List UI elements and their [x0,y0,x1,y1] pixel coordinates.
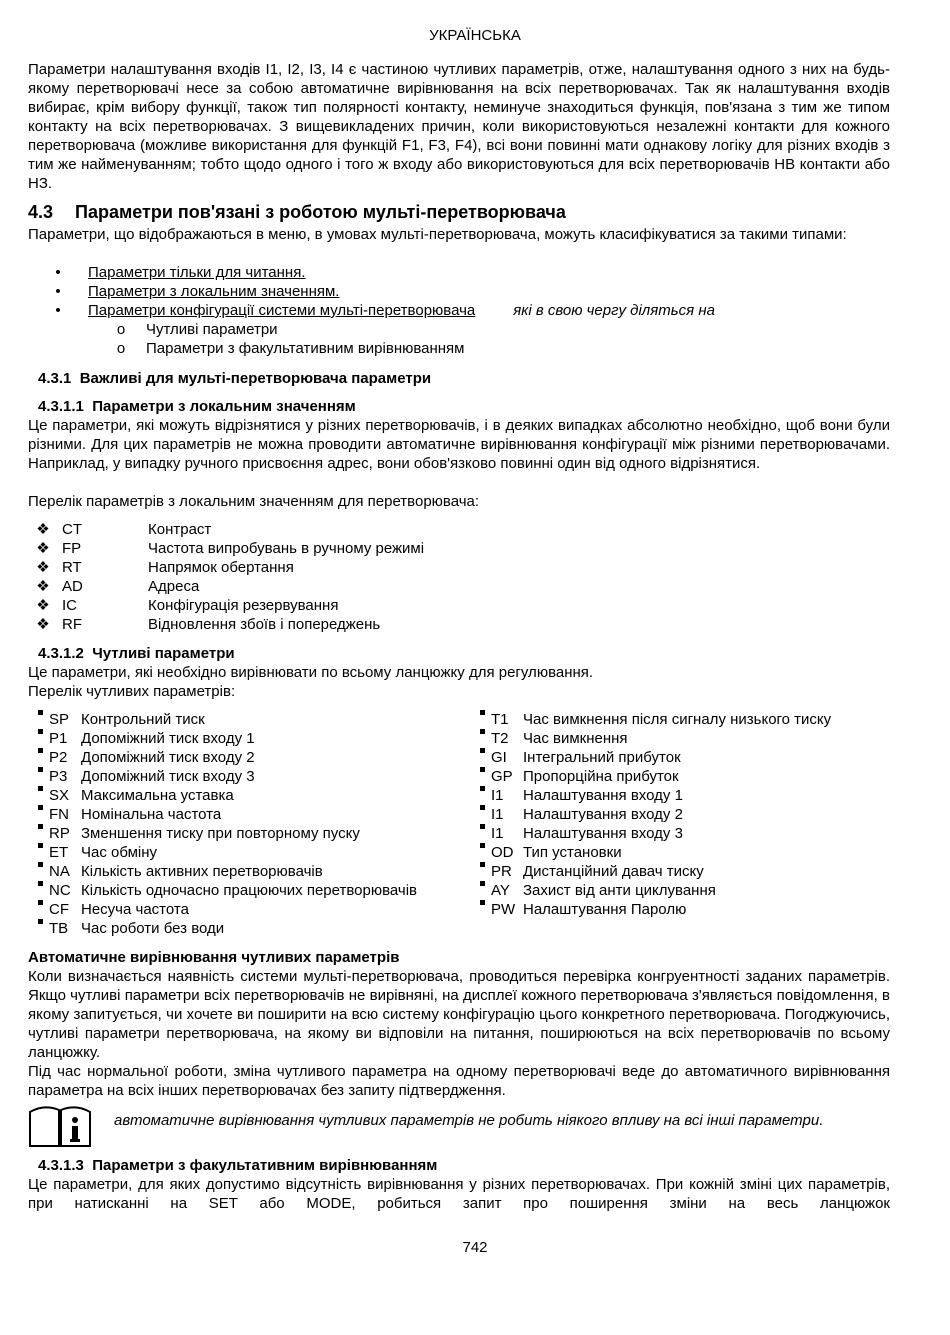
optional-align-text: Це параметри, для яких допустимо відсутність вирівнювання у різних перетворювачах. При кожній зміні цих параметрів, при натисканні на SET або MODE, робиться запит про поширення зміни на весь ланцюжок [28,1176,890,1212]
param-code: I1 [491,787,504,804]
param-item [38,805,417,824]
param-code: GI [491,749,507,766]
param-item [38,919,417,938]
param-code: ET [49,844,69,861]
param-item [480,900,831,919]
square-bullet-icon [480,786,485,791]
param-label: Частота випробувань в ручному режимі [148,540,425,557]
param-item [38,843,417,862]
param-label: Відновлення збоїв і попереджень [148,616,381,633]
param-label: Адреса [148,578,200,595]
square-bullet-icon [480,900,485,905]
param-code: CT [62,521,82,538]
param-label: Час вимкнення після сигналу низького тиску [523,711,832,728]
param-code: IC [62,597,77,614]
bullet-icon: • [55,283,61,300]
sensitive-params-list [28,710,890,940]
param-label: Напрямок обертання [148,559,294,576]
param-label: Налаштування Паролю [523,901,687,918]
section-4-3-heading [28,201,890,223]
param-label: Час обміну [81,844,158,861]
info-note [28,1104,890,1148]
square-bullet-icon [38,729,43,734]
page-number: 742 [462,1239,488,1256]
param-code: FP [62,540,82,557]
param-item [480,729,831,748]
param-code: NC [49,882,71,899]
section-title: Чутливі параметри [92,645,235,662]
page-header: УКРАЇНСЬКА [429,27,521,44]
square-bullet-icon [480,767,485,772]
param-item [28,596,890,615]
square-bullet-icon [38,824,43,829]
param-item [38,748,417,767]
normal-operation-text: Під час нормальної роботи, зміна чутливого параметра на одному перетворювачі веде до автоматичного вирівнювання параметра на всіх інших перетворювачах без запиту підтвердження. [28,1063,890,1099]
param-code: I1 [491,806,504,823]
param-code: RF [62,616,82,633]
square-bullet-icon [38,900,43,905]
square-bullet-icon [38,805,43,810]
param-label: Пропорційна прибуток [523,768,679,785]
param-item [480,786,831,805]
param-item [38,900,417,919]
param-item [38,767,417,786]
square-bullet-icon [38,862,43,867]
param-code: AD [62,578,83,595]
diamond-bullet-icon: ❖ [36,521,50,538]
sensitive-list-left [38,710,417,938]
subtype-item: Параметри з факультативним вирівнюванням [146,340,465,357]
square-bullet-icon [38,710,43,715]
param-code: TB [49,920,69,937]
param-item [480,710,831,729]
diamond-bullet-icon: ❖ [36,540,50,557]
section-4-3-1-3-heading [38,1156,900,1175]
param-label: Час роботи без води [81,920,225,937]
param-code: GP [491,768,513,785]
auto-align-heading: Автоматичне вирівнювання чутливих параметрів [28,949,400,966]
diamond-bullet-icon: ❖ [36,616,50,633]
bullet-icon: • [55,302,61,319]
square-bullet-icon [38,881,43,886]
sensitive-text: Це параметри, які необхідно вирівнювати по всьому ланцюжку для регулювання. [28,664,594,681]
param-item [38,881,417,900]
param-label: Інтегральний прибуток [523,749,681,766]
circle-bullet-icon: o [116,321,146,338]
param-code: T1 [491,711,509,728]
param-code: RP [49,825,70,842]
section-title: Важливі для мульті-перетворювача параметри [79,370,432,387]
param-label: Кількість одночасно працюючих перетворювачів [81,882,418,899]
section-number: 4.3.1.3 [38,1157,84,1174]
param-code: SP [49,711,70,728]
param-label: Дистанційний давач тиску [523,863,704,880]
section-4-3-1-heading [38,369,900,388]
param-code: CF [49,901,69,918]
square-bullet-icon [38,843,43,848]
param-item [38,710,417,729]
local-list-intro: Перелік параметрів з локальним значенням для перетворювача: [28,493,480,510]
param-item [38,824,417,843]
info-note-text: автоматичне вирівнювання чутливих параметрів не робить ніякого впливу на всі інші параметри. [114,1112,824,1129]
local-params-list [28,520,890,634]
param-label: Контраст [148,521,212,538]
param-label: Час вимкнення [523,730,628,747]
diamond-bullet-icon: ❖ [36,559,50,576]
bullet-icon: • [55,264,61,281]
param-item [38,862,417,881]
param-code: P2 [49,749,68,766]
param-label: Максимальна уставка [81,787,234,804]
subtype-item: Чутливі параметри [146,321,278,338]
section-number: 4.3 [28,202,54,222]
square-bullet-icon [480,881,485,886]
param-item [28,615,890,634]
param-code: T2 [491,730,509,747]
param-item [480,881,831,900]
param-label: Налаштування входу 2 [523,806,683,823]
square-bullet-icon [480,862,485,867]
param-item [38,729,417,748]
type-note: які в свою чергу діляться на [513,302,715,319]
param-label: Номінальна частота [81,806,222,823]
param-code: PW [491,901,516,918]
param-label: Захист від анти циклування [523,882,716,899]
param-item [28,539,890,558]
param-item [38,786,417,805]
param-label: Налаштування входу 3 [523,825,683,842]
square-bullet-icon [480,805,485,810]
param-label: Контрольний тиск [81,711,205,728]
diamond-bullet-icon: ❖ [36,597,50,614]
type-item: Параметри тільки для читання. [88,264,306,281]
param-label: Конфігурація резервування [148,597,339,614]
param-code: RT [62,559,82,576]
section-4-3-text: Параметри, що відображаються в меню, в умовах мульті-перетворювача, можуть класифікуватися за такими типами: [28,226,847,243]
param-code: P1 [49,730,68,747]
param-item [28,558,890,577]
section-title: Параметри з локальним значенням [92,398,356,415]
param-item [28,577,890,596]
param-code: P3 [49,768,68,785]
param-label: Кількість активних перетворювачів [81,863,323,880]
param-item [480,748,831,767]
param-code: OD [491,844,514,861]
section-number: 4.3.1.2 [38,645,84,662]
types-list [28,263,890,358]
param-item [28,520,890,539]
section-number: 4.3.1 [38,370,72,387]
param-label: Тип установки [523,844,622,861]
sensitive-list-right [480,710,831,919]
param-code: SX [49,787,70,804]
square-bullet-icon [38,786,43,791]
square-bullet-icon [480,729,485,734]
param-code: AY [491,882,510,899]
square-bullet-icon [480,710,485,715]
local-params-text: Це параметри, які можуть відрізнятися у різних перетворювачів, і в деяких випадках абсолютно необхідно, щоб вони були різними. Для цих параметрів не можна проводити автоматичне вирівнювання конфігурації між різними перетворювачами. Наприклад, у випадку ручного присвоєння адрес, вони обов'язково повинні один від одного відрізнятися. [28,417,890,472]
param-label: Налаштування входу 1 [523,787,683,804]
param-item [480,843,831,862]
square-bullet-icon [480,748,485,753]
param-label: Несуча частота [81,901,189,918]
square-bullet-icon [38,748,43,753]
info-book-icon [28,1104,92,1148]
param-item [480,805,831,824]
param-item [480,767,831,786]
type-item: Параметри конфігурації системи мульті-перетворювача [88,302,476,319]
square-bullet-icon [480,843,485,848]
type-item: Параметри з локальним значенням. [88,283,340,300]
section-number: 4.3.1.1 [38,398,84,415]
intro-paragraph: Параметри налаштування входів I1, I2, I3, I4 є частиною чутливих параметрів, отже, налаштування одного з них на будь-якому перетворювачі несе за собою автоматичне вирівнювання на всіх перетворювачах. Так як налаштування входів вибирає, крім вибору функції, також тип полярності контакту, неминуче знаходиться функція, пов'язана з тим же типом контакту на всіх перетворювачах. З вищевикладених причин, коли використовуються незалежні контакти для кожного перетворювача (можливе використання для функцій F1, F3, F4), всі вони повинні мати однакову логіку для різних входів з тим же найменуванням; тобто щодо одного і того ж входу або використовуються для всіх перетворювачів НВ контакти або НЗ. [28,61,890,192]
auto-align-text: Коли визначається наявність системи мульті-перетворювача, проводиться перевірка конгруентності заданих параметрів. Якщо чутливі параметри всіх перетворювачів не вирівняні, на дисплеї кожного перетворювача з'являється повідомлення, в якому запитується, чи хочете ви поширити на всю систему конфігурацію цього конкретного перетворювача. Погоджуючись, чутливі параметри перетворювача, на якому ви відповіли на питання, поширюються на всіх перетворювачів по всьому ланцюжку. [28,968,890,1061]
param-label: Допоміжний тиск входу 2 [81,749,255,766]
section-4-3-1-1-heading [38,397,900,416]
param-label: Допоміжний тиск входу 3 [81,768,255,785]
section-4-3-1-2-heading [38,644,900,663]
square-bullet-icon [38,919,43,924]
param-label: Зменшення тиску при повторному пуску [81,825,360,842]
section-title: Параметри пов'язані з роботою мульті-перетворювача [75,202,566,222]
param-label: Допоміжний тиск входу 1 [81,730,255,747]
square-bullet-icon [480,824,485,829]
sensitive-list-intro: Перелік чутливих параметрів: [28,683,236,700]
param-code: PR [491,863,512,880]
param-code: FN [49,806,69,823]
param-item [480,824,831,843]
section-title: Параметри з факультативним вирівнюванням [92,1157,438,1174]
param-item [480,862,831,881]
circle-bullet-icon: o [116,340,146,357]
param-code: I1 [491,825,504,842]
diamond-bullet-icon: ❖ [36,578,50,595]
param-code: NA [49,863,70,880]
square-bullet-icon [38,767,43,772]
